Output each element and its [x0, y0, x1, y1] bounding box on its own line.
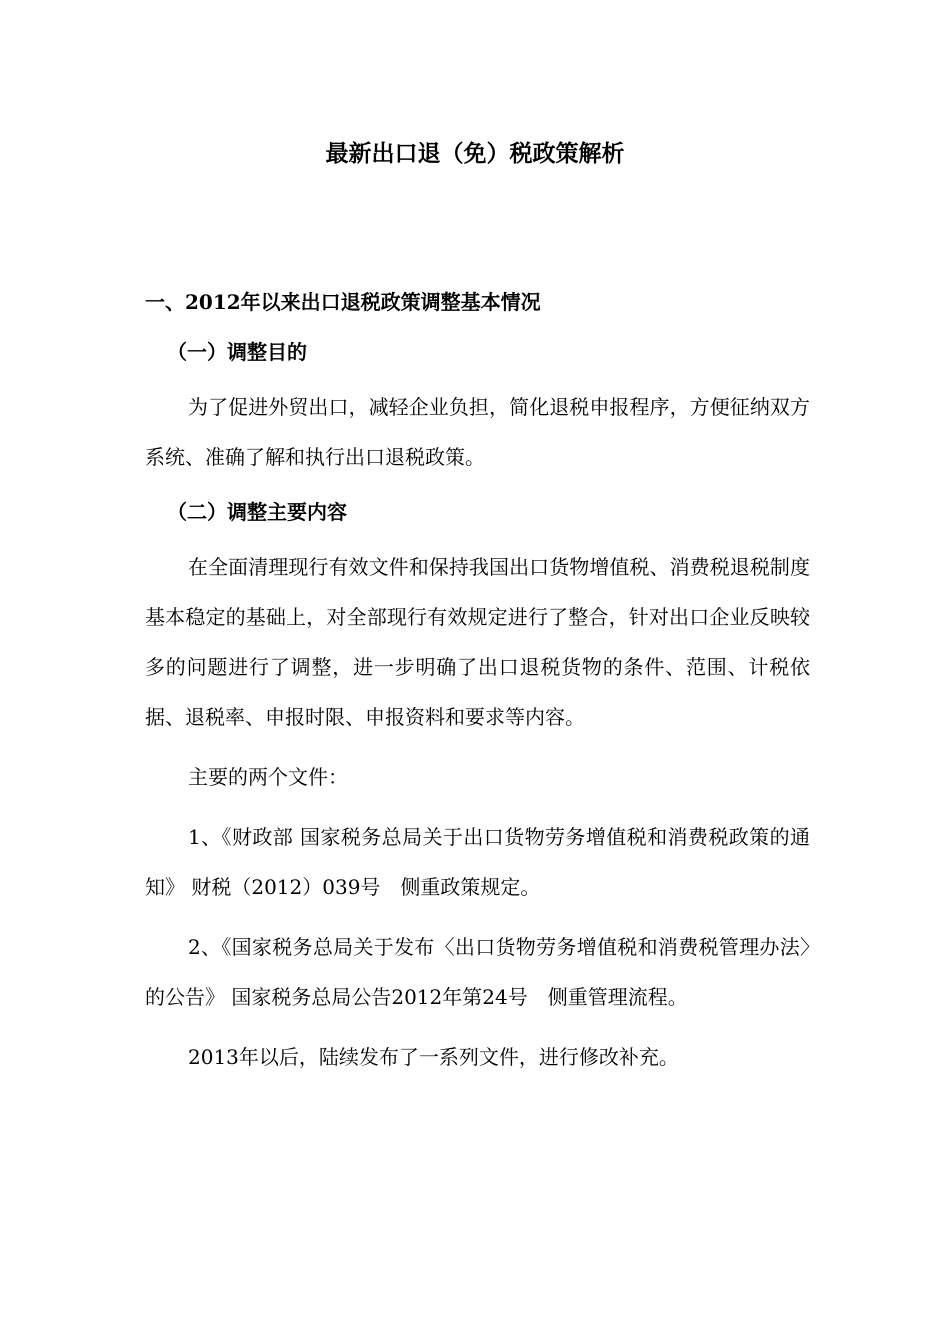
paragraph-files-intro: 主要的两个文件： [188, 765, 348, 789]
document-body [145, 282, 810, 1082]
section-heading: 一、2012年以来出口退税政策调整基本情况 [145, 290, 541, 314]
paragraph-file-1: 1、《财政部 国家税务总局关于出口货物劳务增值税和消费税政策的通知》 财税（2012）039号 侧重政策规定。 [145, 825, 810, 899]
document-title: 最新出口退（免）税政策解析 [325, 140, 625, 167]
paragraph-file-2: 2、《国家税务总局关于发布〈出口货物劳务增值税和消费税管理办法〉的公告》 国家税务总局公告2012年第24号 侧重管理流程。 [145, 935, 810, 1009]
paragraph-purpose: 为了促进外贸出口，减轻企业负担，简化退税申报程序，方便征纳双方系统、准确了解和执行出口退税政策。 [145, 395, 810, 469]
paragraph-main-content: 在全面清理现行有效文件和保持我国出口货物增值税、消费税退税制度基本稳定的基础上，对全部现行有效规定进行了整合，针对出口企业反映较多的问题进行了调整，进一步明确了出口退税货物的条件、范围、计税依据、退税率、申报时限、申报资料和要求等内容。 [145, 555, 810, 729]
subsection-heading-main-content: （二）调整主要内容 [167, 500, 347, 524]
paragraph-closing: 2013年以后，陆续发布了一系列文件，进行修改补充。 [188, 1045, 679, 1069]
subsection-heading-purpose: （一）调整目的 [167, 340, 307, 364]
